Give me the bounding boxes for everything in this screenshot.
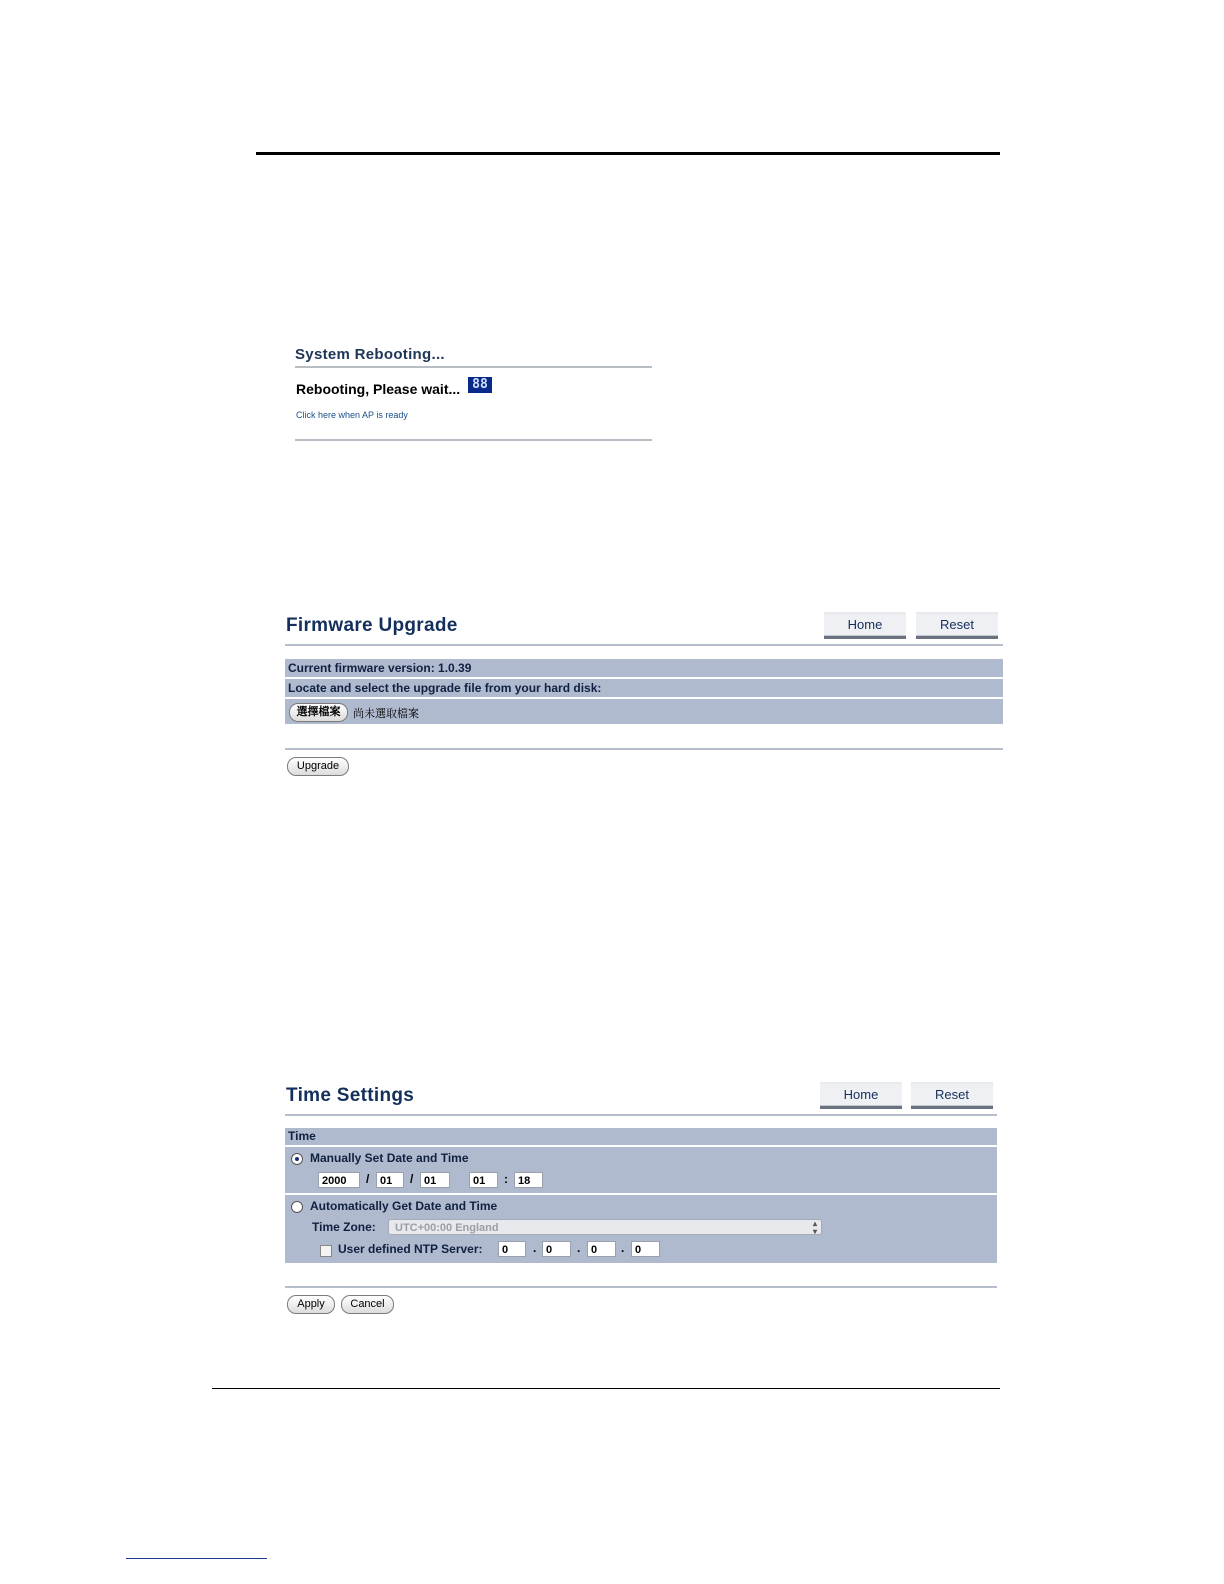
title-divider: [285, 1114, 997, 1116]
manual-time-radio[interactable]: [291, 1153, 303, 1165]
locate-file-row: [285, 679, 1003, 697]
cancel-button[interactable]: Cancel: [341, 1295, 394, 1314]
firmware-version-row: [285, 659, 1003, 677]
file-picker-row: [285, 699, 1003, 724]
reboot-countdown: 88: [468, 377, 492, 393]
reset-button[interactable]: Reset: [916, 612, 998, 639]
page-title: Firmware Upgrade: [286, 615, 458, 636]
timezone-value: UTC+00:00 England: [395, 1222, 499, 1234]
firmware-upgrade-panel: [285, 606, 1003, 781]
ntp-ip-octet-3[interactable]: 0: [587, 1241, 616, 1257]
timezone-label: Time Zone:: [312, 1220, 376, 1234]
form-divider: [285, 748, 1003, 750]
auto-time-row: [285, 1195, 997, 1263]
no-file-text: 尚未選取檔案: [353, 708, 419, 720]
locate-file-text: Locate and select the upgrade file from your hard disk:: [288, 681, 602, 695]
radio-selected-dot: [295, 1157, 299, 1161]
footnote-rule: [126, 1558, 267, 1559]
auto-time-label: Automatically Get Date and Time: [310, 1199, 498, 1213]
day-field[interactable]: 01: [420, 1172, 450, 1188]
minute-field[interactable]: 18: [514, 1172, 543, 1188]
reboot-divider-top: [295, 366, 652, 368]
time-section-label: Time: [288, 1129, 316, 1143]
date-separator: /: [410, 1172, 414, 1186]
choose-file-button[interactable]: 選擇檔案: [289, 703, 348, 722]
ntp-ip-octet-2[interactable]: 0: [542, 1241, 571, 1257]
ntp-ip-octet-4[interactable]: 0: [631, 1241, 660, 1257]
time-settings-panel: [285, 1078, 997, 1318]
date-separator: /: [366, 1172, 370, 1186]
page-title: Time Settings: [286, 1085, 415, 1106]
header-rule: [256, 152, 1000, 155]
manual-time-row: [285, 1147, 997, 1193]
year-field[interactable]: 2000: [318, 1172, 360, 1188]
ip-separator: .: [621, 1241, 625, 1255]
form-divider: [285, 1286, 997, 1288]
ip-separator: .: [533, 1241, 537, 1255]
reboot-divider-bottom: [295, 439, 652, 441]
home-button[interactable]: Home: [820, 1082, 902, 1109]
ap-ready-link[interactable]: Click here when AP is ready: [296, 410, 408, 420]
reboot-title: System Rebooting...: [295, 346, 445, 363]
ntp-server-checkbox[interactable]: [320, 1245, 332, 1257]
reset-button[interactable]: Reset: [911, 1082, 993, 1109]
manual-time-label: Manually Set Date and Time: [310, 1151, 469, 1165]
timezone-select[interactable]: [388, 1219, 822, 1235]
hour-field[interactable]: 01: [469, 1172, 498, 1188]
home-button[interactable]: Home: [824, 612, 906, 639]
time-section-header: [285, 1128, 997, 1145]
reboot-message: Rebooting, Please wait...: [296, 381, 461, 397]
title-divider: [285, 644, 1003, 646]
footer-rule: [212, 1388, 1000, 1389]
month-field[interactable]: 01: [376, 1172, 404, 1188]
ip-separator: .: [577, 1241, 581, 1255]
reboot-panel: [295, 340, 652, 442]
firmware-version-text: Current firmware version: 1.0.39: [288, 661, 472, 675]
select-arrows-icon: ▴ ▾: [812, 1219, 817, 1236]
ntp-server-label: User defined NTP Server:: [338, 1242, 483, 1256]
auto-time-radio[interactable]: [291, 1201, 303, 1213]
ntp-ip-octet-1[interactable]: 0: [498, 1241, 526, 1257]
time-separator: :: [504, 1172, 508, 1186]
apply-button[interactable]: Apply: [287, 1295, 335, 1314]
upgrade-button[interactable]: Upgrade: [287, 757, 349, 776]
